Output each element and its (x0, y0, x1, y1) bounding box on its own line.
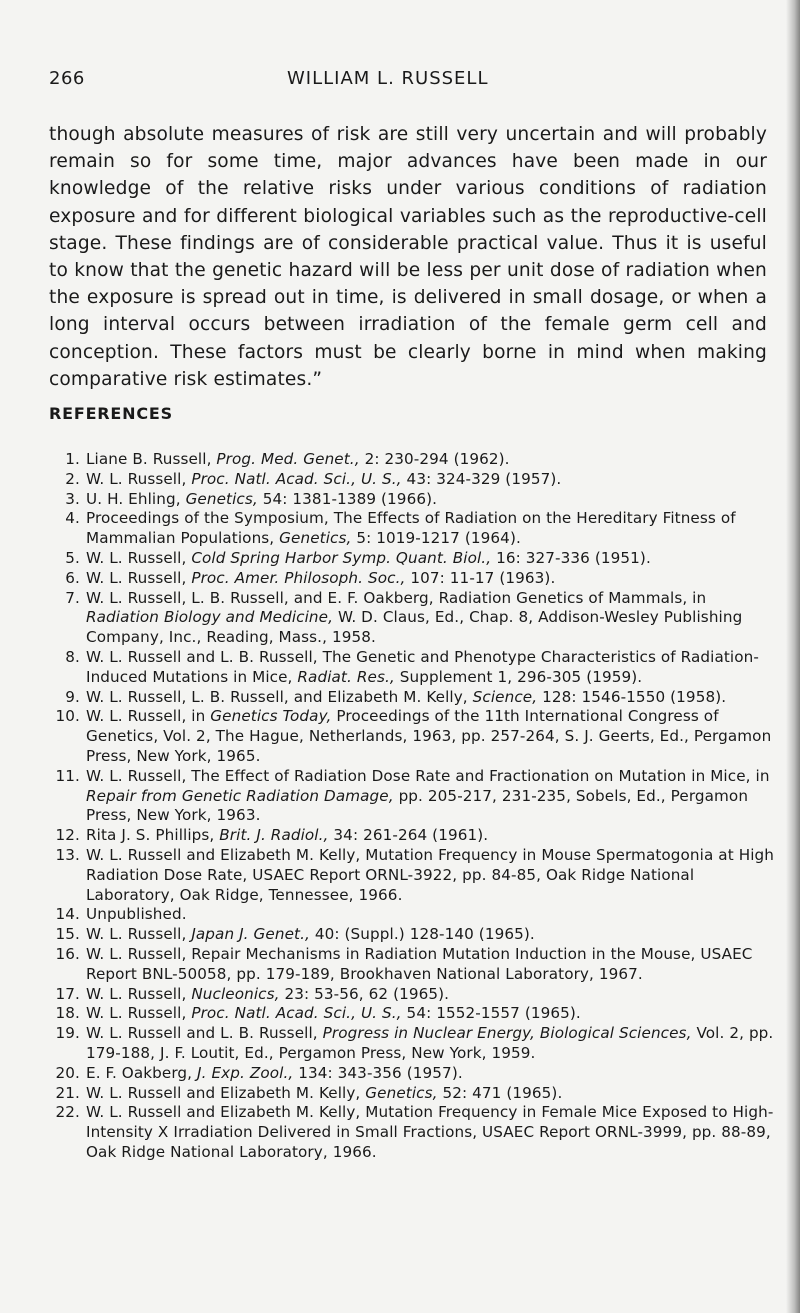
reference-text (86, 1024, 774, 1064)
reference-segment: W. L. Russell and Elizabeth M. Kelly, Mutation Frequency in Mouse Spermatogonia at High Radiation Dose Rate, USAEC Report ORNL-3922, pp. 84-85, Oak Ridge National Laboratory, Oak Ridge, Tennessee, 1966. (86, 845, 775, 904)
reference-segment: 128: 1546-1550 (1958). (537, 687, 727, 706)
reference-number: 10. (55, 707, 80, 726)
reference-segment: U. H. Ehling, (86, 489, 186, 508)
reference-segment: W. L. Russell, The Effect of Radiation Dose Rate and Fractionation on Mutation in Mice, in (86, 766, 770, 785)
reference-segment: 134: 343-356 (1957). (293, 1063, 463, 1082)
reference-segment: W. L. Russell and Elizabeth M. Kelly, (86, 1083, 366, 1102)
reference-text (86, 1084, 774, 1104)
reference-text (86, 707, 774, 766)
reference-text (86, 985, 774, 1005)
reference-item (49, 826, 774, 846)
reference-segment: E. F. Oakberg, (86, 1063, 198, 1082)
reference-segment: 43: 324-329 (1957). (401, 469, 562, 488)
reference-source-title: Cold Spring Harbor Symp. Quant. Biol., (191, 548, 492, 567)
reference-item (49, 1103, 774, 1162)
reference-segment: 54: 1381-1389 (1966). (257, 489, 438, 508)
reference-source-title: Japan J. Genet., (191, 925, 310, 944)
reference-number: 22. (55, 1103, 80, 1122)
reference-number: 5. (65, 548, 80, 567)
reference-item (49, 490, 774, 510)
reference-segment: 52: 471 (1965). (437, 1083, 563, 1102)
reference-item (49, 648, 774, 688)
reference-number: 12. (55, 826, 80, 845)
reference-segment: 54: 1552-1557 (1965). (401, 1004, 581, 1023)
reference-number: 15. (55, 925, 80, 944)
reference-item (49, 589, 774, 648)
reference-source-title: Genetics, (365, 1083, 438, 1102)
reference-segment: 5: 1019-1217 (1964). (351, 529, 521, 548)
reference-segment: W. D. Claus, Ed., Chap. 8, Addison-Wesley Publishing Company, Inc., Reading, Mass., 1958. (86, 608, 743, 647)
reference-number: 21. (55, 1083, 80, 1102)
reference-source-title: Proc. Natl. Acad. Sci., U. S., (191, 469, 402, 488)
reference-source-title: Genetics Today, (210, 707, 332, 726)
reference-item (49, 509, 774, 549)
reference-number: 9. (65, 687, 80, 706)
reference-item (49, 569, 774, 589)
reference-number: 3. (65, 489, 80, 508)
reference-segment: Rita J. S. Phillips, (86, 826, 220, 845)
reference-item (49, 707, 774, 766)
reference-segment: W. L. Russell, Repair Mechanisms in Radiation Mutation Induction in the Mouse, USAEC Report BNL-50058, pp. 179-189, Brookhaven National Laboratory, 1967. (86, 944, 753, 983)
reference-number: 18. (55, 1004, 80, 1023)
reference-source-title: Brit. J. Radiol., (219, 826, 329, 845)
reference-number: 20. (55, 1063, 80, 1082)
reference-item (49, 905, 774, 925)
reference-source-title: Proc. Amer. Philosoph. Soc., (191, 568, 406, 587)
reference-number: 7. (65, 588, 80, 607)
reference-segment: Liane B. Russell, (86, 450, 217, 468)
reference-text (86, 767, 774, 826)
reference-text (86, 648, 774, 688)
page-number: 266 (49, 68, 85, 89)
reference-segment: W. L. Russell, (86, 469, 192, 488)
reference-number: 11. (55, 766, 80, 785)
reference-item (49, 1004, 774, 1024)
reference-source-title: Radiation Biology and Medicine, (86, 608, 334, 627)
reference-text (86, 945, 774, 985)
reference-segment: W. L. Russell, (86, 548, 192, 567)
reference-number: 19. (55, 1024, 80, 1043)
reference-segment: Supplement 1, 296-305 (1959). (394, 667, 643, 686)
reference-source-title: Genetics, (185, 489, 258, 508)
reference-segment: Unpublished. (86, 905, 187, 924)
reference-item (49, 767, 774, 826)
reference-source-title: Progress in Nuclear Energy, Biological Sciences, (322, 1024, 692, 1043)
reference-number: 4. (65, 509, 80, 528)
reference-item (49, 925, 774, 945)
reference-segment: W. L. Russell and L. B. Russell, The Genetic and Phenotype Characteristics of Radiation-Induced Mutations in Mice, (86, 647, 759, 686)
reference-segment: W. L. Russell, (86, 925, 192, 944)
reference-segment: W. L. Russell and L. B. Russell, (86, 1024, 323, 1043)
body-paragraph: though absolute measures of risk are still very uncertain and will probably remain so for some time, major advances have been made in our knowledge of the relative risks under various conditions of radiation exposure and for different biological variables such as the reproductive-cell stage. These findings are of considerable practical value. Thus it is useful to know that the genetic hazard will be less per unit dose of radiation when the exposure is spread out in time, is delivered in small dosage, or when a long interval occurs between irradiation of the female germ cell and conception. These factors must be clearly borne in mind when making comparative risk estimates.” (49, 124, 767, 390)
reference-text (86, 470, 774, 490)
reference-number: 17. (55, 984, 80, 1003)
reference-segment: Proceedings of the 11th International Congress of Genetics, Vol. 2, The Hague, Netherlands, 1963, pp. 257-264, S. J. Geerts, Ed., Pergamon Press, New York, 1965. (86, 707, 772, 765)
reference-text (86, 1103, 774, 1162)
reference-segment: W. L. Russell, (86, 568, 192, 587)
reference-segment: 16: 327-336 (1951). (491, 548, 651, 567)
reference-text (86, 688, 774, 708)
reference-number: 1. (65, 450, 80, 468)
reference-segment: W. L. Russell, (86, 1004, 192, 1023)
reference-number: 16. (55, 944, 80, 963)
reference-segment: Proceedings of the Symposium, The Effects of Radiation on the Hereditary Fitness of Mammalian Populations, (86, 509, 736, 548)
reference-item (49, 1064, 774, 1084)
reference-text (86, 589, 774, 648)
references-heading: REFERENCES (49, 404, 173, 423)
reference-text (86, 450, 774, 470)
reference-text (86, 905, 774, 925)
reference-segment: 107: 11-17 (1963). (405, 568, 556, 587)
reference-item (49, 846, 774, 905)
reference-text (86, 846, 774, 905)
reference-segment: W. L. Russell, in (86, 707, 211, 726)
reference-item (49, 450, 774, 470)
reference-item (49, 688, 774, 708)
reference-segment: W. L. Russell, L. B. Russell, and Elizabeth M. Kelly, (86, 687, 473, 706)
reference-number: 2. (65, 469, 80, 488)
reference-text (86, 826, 774, 846)
reference-text (86, 1004, 774, 1024)
reference-segment: W. L. Russell, (86, 984, 192, 1003)
reference-source-title: Genetics, (279, 529, 352, 548)
reference-segment: 40: (Suppl.) 128-140 (1965). (309, 925, 535, 944)
reference-source-title: Repair from Genetic Radiation Damage, (86, 786, 394, 805)
reference-number: 8. (65, 647, 80, 666)
references-list (49, 450, 774, 1163)
reference-segment: 23: 53-56, 62 (1965). (279, 984, 450, 1003)
reference-segment: W. L. Russell and Elizabeth M. Kelly, Mutation Frequency in Female Mice Exposed to High-Intensity X Irradiation Delivered in Small Fractions, USAEC Report ORNL-3999, pp. 88-89, Oak Ridge National Laboratory, 1966. (86, 1103, 774, 1161)
reference-number: 14. (55, 905, 80, 924)
reference-text (86, 925, 774, 945)
reference-segment: 2: 230-294 (1962). (359, 450, 510, 468)
reference-item (49, 985, 774, 1005)
reference-item (49, 1084, 774, 1104)
reference-source-title: Nucleonics, (191, 984, 280, 1003)
reference-segment: pp. 205-217, 231-235, Sobels, Ed., Pergamon Press, New York, 1963. (86, 786, 749, 825)
reference-text (86, 1064, 774, 1084)
reference-segment: W. L. Russell, L. B. Russell, and E. F. Oakberg, Radiation Genetics of Mammals, in (86, 588, 707, 607)
reference-item (49, 549, 774, 569)
reference-segment: Vol. 2, pp. 179-188, J. F. Loutit, Ed., Pergamon Press, New York, 1959. (86, 1024, 774, 1062)
reference-source-title: Science, (472, 687, 538, 706)
reference-item (49, 945, 774, 985)
reference-segment: 34: 261-264 (1961). (328, 826, 489, 845)
reference-number: 6. (65, 568, 80, 587)
reference-number: 13. (55, 845, 80, 864)
running-head: WILLIAM L. RUSSELL (287, 68, 489, 89)
reference-text (86, 549, 774, 569)
reference-source-title: Prog. Med. Genet., (216, 450, 360, 468)
reference-source-title: Radiat. Res., (297, 667, 395, 686)
reference-text (86, 509, 774, 549)
reference-item (49, 470, 774, 490)
page-edge-shadow (786, 0, 800, 1313)
reference-source-title: Proc. Natl. Acad. Sci., U. S., (191, 1004, 402, 1023)
reference-text (86, 490, 774, 510)
reference-item (49, 1024, 774, 1064)
reference-source-title: J. Exp. Zool., (197, 1063, 294, 1082)
reference-text (86, 569, 774, 589)
